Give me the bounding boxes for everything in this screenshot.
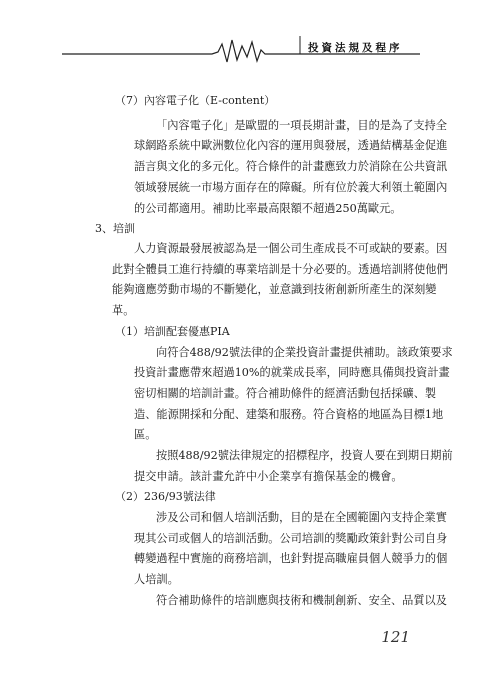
paragraph-line: 投資計畫應帶來超過10%的就業成長率，同時應具備與投資計畫 xyxy=(134,366,450,379)
item7-heading: （7）內容電子化（E-content） xyxy=(115,94,276,107)
paragraph-line: 的公司都適用。補助比率最高限額不超過250萬歐元。 xyxy=(134,202,402,215)
paragraph-line: 能夠適應勞動市場的不斷變化，並意識到技術創新所產生的深刻變 xyxy=(112,283,437,296)
section3-heading: 3、培訓 xyxy=(95,222,135,235)
paragraph-line: 人培訓。 xyxy=(134,573,179,586)
paragraph-line: 轉變過程中實施的商務培訓，也針對提高職雇員個人競爭力的個 xyxy=(134,552,448,565)
paragraph-line: 密切相關的培訓計畫。符合補助條件的經濟活動包括採礦、製 xyxy=(134,387,437,400)
paragraph-line: 造、能源開採和分配、建築和服務。符合資格的地區為目標1地 xyxy=(134,408,444,421)
paragraph-line: 語言與文化的多元化。符合條件的計畫應致力於消除在公共資訊 xyxy=(134,160,448,173)
paragraph-line: 「內容電子化」是歐盟的一項長期計畫，目的是為了支持全 xyxy=(156,119,447,132)
sub1-heading: （1）培訓配套優惠PIA xyxy=(115,325,230,338)
paragraph-line: 符合補助條件的培訓應與技術和機制創新、安全、品質以及 xyxy=(156,594,447,607)
paragraph-line: 人力資源最發展被認為是一個公司生產成長不可或缺的要素。因 xyxy=(134,242,448,255)
paragraph-line: 革。 xyxy=(112,304,135,317)
paragraph-line: 球網路系統中歐洲數位化內容的運用與發展，透過結構基金促進 xyxy=(134,139,448,152)
header-title: 投資法規及程序 xyxy=(308,42,403,54)
paragraph-line: 提交申請。該計畫允許中小企業享有擔保基金的機會。 xyxy=(134,470,403,483)
paragraph-line: 此對全體員工進行持續的專業培訓是十分必要的。透過培訓將使他們 xyxy=(112,263,448,276)
page-number: 121 xyxy=(381,628,410,646)
paragraph-line: 區。 xyxy=(134,428,157,441)
paragraph-line: 向符合488/92號法律的企業投資計畫提供補助。該政策要求 xyxy=(156,346,453,359)
sub2-heading: （2）236/93號法律 xyxy=(115,490,216,503)
paragraph-line: 按照488/92號法律規定的招標程序，投資人要在到期日期前 xyxy=(156,449,453,462)
paragraph-line: 涉及公司和個人培訓活動，目的是在全國範圍內支持企業實 xyxy=(156,511,447,524)
paragraph-line: 領域發展統一市場方面存在的障礙。所有位於義大利領土範圍內 xyxy=(134,181,448,194)
paragraph-line: 現其公司或個人的培訓活動。公司培訓的獎勵政策針對公司自身 xyxy=(134,532,448,545)
